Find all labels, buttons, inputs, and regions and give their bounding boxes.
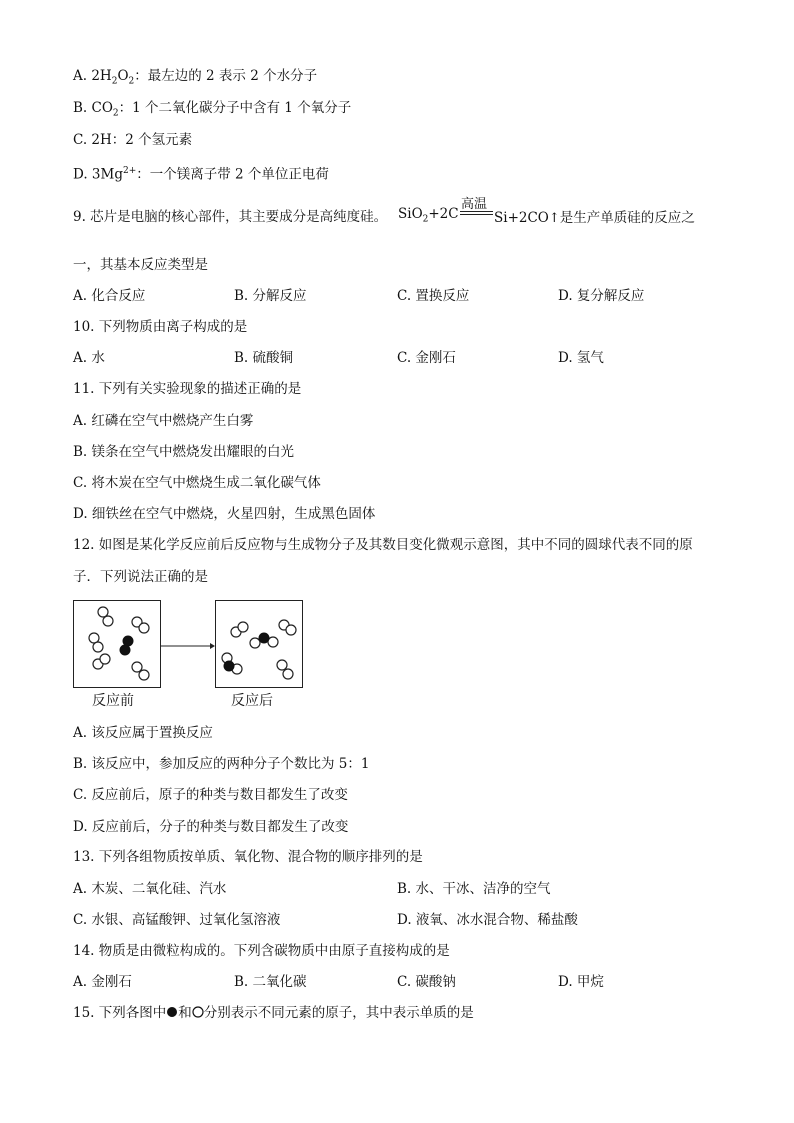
q11-stem: 11. 下列有关实验现象的描述正确的是 (73, 381, 302, 397)
molecules-after-diagram (216, 601, 302, 687)
q15-stem: 15. 下列各图中 和 分别表示不同元素的原子，其中表示单质的是 (73, 1005, 474, 1021)
q9-option-d: D. 复分解反应 (558, 288, 645, 304)
q12-option-d: D. 反应前后，分子的种类与数目都发生了改变 (73, 819, 349, 835)
q8-option-a: A. $2H_2O_2$：最左边的 2 表示 2 个水分子 (73, 68, 318, 87)
molecules-before-diagram (74, 601, 160, 687)
q8-option-b: B. $CO_2$：1 个二氧化碳分子中含有 1 个氧分子 (73, 100, 352, 119)
q11-option-a: A. 红磷在空气中燃烧产生白雾 (73, 413, 254, 429)
q10-option-a: A. 水 (73, 350, 105, 366)
caption-after: 反应后 (231, 693, 273, 709)
q11-option-d: D. 细铁丝在空气中燃烧，火星四射，生成黑色固体 (73, 506, 376, 522)
reaction-before-box (73, 600, 161, 688)
q12-option-b: B. 该反应中，参加反应的两种分子个数比为 5：1 (73, 756, 370, 772)
q13-option-b: B. 水、干冰、洁净的空气 (397, 881, 551, 897)
q11-option-c: C. 将木炭在空气中燃烧生成二氧化碳气体 (73, 475, 321, 491)
hollow-atom-icon (192, 1006, 204, 1018)
q11-option-b: B. 镁条在空气中燃烧发出耀眼的白光 (73, 444, 295, 460)
q9-equals-line-1 (460, 211, 493, 212)
q13-stem: 13. 下列各组物质按单质、氧化物、混合物的顺序排列的是 (73, 849, 423, 865)
q10-option-c: C. 金刚石 (397, 350, 456, 366)
q12-option-c: C. 反应前后，原子的种类与数目都发生了改变 (73, 787, 348, 803)
filled-atom-icon (166, 1006, 178, 1018)
q8-option-c: C. 2H：2 个氢元素 (73, 132, 193, 148)
q9-option-b: B. 分解反应 (234, 288, 307, 304)
q9-equals-line-2 (460, 214, 493, 215)
q9-stem-cont: 一，其基本反应类型是 (73, 257, 208, 273)
q12-option-a: A. 该反应属于置换反应 (73, 725, 213, 741)
q14-option-c: C. 碳酸钠 (397, 974, 456, 990)
q9-equation-right: Si+2CO↑是生产单质硅的反应之 (494, 210, 695, 226)
q14-stem: 14. 物质是由微粒构成的。下列含碳物质中由原子直接构成的是 (73, 943, 450, 959)
q9-stem: 9. 芯片是电脑的核心部件，其主要成分是高纯度硅。 (73, 209, 388, 225)
q9-option-a: A. 化合反应 (73, 288, 146, 304)
q9-equation-left: SiO$_2$+2C (398, 206, 459, 225)
reaction-arrow-icon (160, 640, 216, 652)
gas-arrow-icon: ↑ (548, 211, 560, 226)
q13-option-d: D. 液氧、冰水混合物、稀盐酸 (397, 912, 578, 928)
q14-option-d: D. 甲烷 (558, 974, 604, 990)
q12-stem-line1: 12. 如图是某化学反应前后反应物与生成物分子及其数目变化微观示意图，其中不同的圆球代表不同的原 (73, 537, 693, 553)
q10-option-b: B. 硫酸铜 (234, 350, 294, 366)
caption-before: 反应前 (92, 693, 134, 709)
q14-option-b: B. 二氧化碳 (234, 974, 307, 990)
reaction-after-box (215, 600, 303, 688)
q9-option-c: C. 置换反应 (397, 288, 470, 304)
q13-option-c: C. 水银、高锰酸钾、过氧化氢溶液 (73, 912, 281, 928)
q8-option-d: D. $3Mg^{2+}$：一个镁离子带 2 个单位正电荷 (73, 166, 329, 183)
q14-option-a: A. 金刚石 (73, 974, 132, 990)
q9-reaction-condition: 高温 (461, 197, 488, 212)
q13-option-a: A. 木炭、二氧化硅、汽水 (73, 881, 227, 897)
q10-stem: 10. 下列物质由离子构成的是 (73, 319, 248, 335)
q10-option-d: D. 氢气 (558, 350, 604, 366)
q12-stem-line2: 子．下列说法正确的是 (73, 569, 208, 585)
